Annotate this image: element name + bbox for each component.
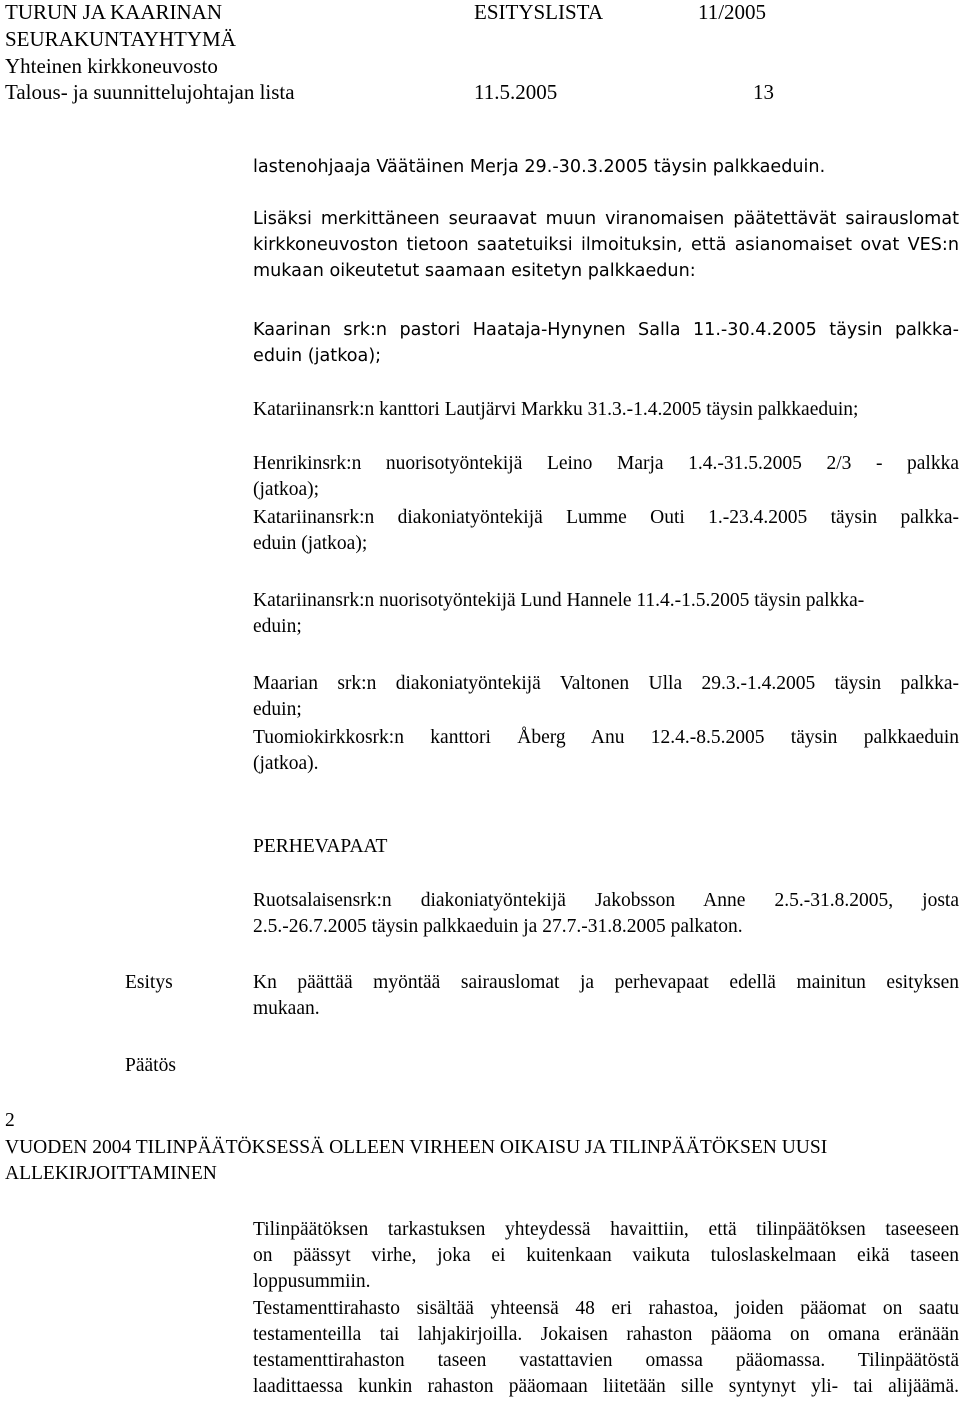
perhevapaat-line: Ruotsalaisensrk:n diakoniatyöntekijä Jakobsson Anne 2.5.-31.8.2005, josta — [253, 890, 959, 911]
header-body-name: Yhteinen kirkkoneuvosto — [5, 54, 218, 78]
header-doc-type: ESITYSLISTA — [474, 0, 603, 24]
entry-line: eduin (jatkoa); — [253, 346, 382, 366]
entry-line: Katariinansrk:n diakoniatyöntekijä Lumme Outi 1.-23.4.2005 täysin palkka- — [253, 507, 959, 528]
esitys-line: Kn päättää myöntää sairauslomat ja perhevapaat edellä mainitun esityksen — [253, 972, 959, 993]
entry-line: (jatkoa); — [253, 479, 320, 500]
entry-line: Kaarinan srk:n pastori Haataja-Hynynen Salla 11.-30.4.2005 täysin palkka- — [253, 320, 959, 340]
paragraph-line: kirkkoneuvoston tietoon saatetuiksi ilmoituksin, että asianomaiset ovat VES:n — [253, 235, 959, 255]
entry-line: eduin; — [253, 699, 302, 720]
section-title-line: ALLEKIRJOITTAMINEN — [5, 1163, 217, 1184]
paatos-label: Päätös — [125, 1055, 176, 1076]
header-date: 11.5.2005 — [474, 80, 558, 104]
entry-line: (jatkoa). — [253, 753, 319, 774]
header-list-name: Talous- ja suunnittelujohtajan lista — [5, 80, 295, 104]
entry-line: Katariinansrk:n nuorisotyöntekijä Lund Hannele 11.4.-1.5.2005 täysin palkka- — [253, 590, 865, 611]
perhevapaat-heading: PERHEVAPAAT — [253, 836, 388, 857]
entry-line: Maarian srk:n diakoniatyöntekijä Valtonen Ulla 29.3.-1.4.2005 täysin palkka- — [253, 673, 959, 694]
paragraph-line: Testamenttirahasto sisältää yhteensä 48 eri rahastoa, joiden pääomat on saatu — [253, 1298, 959, 1319]
header-doc-number: 11/2005 — [698, 0, 767, 24]
entry-line: Tuomiokirkkosrk:n kanttori Åberg Anu 12.4.-8.5.2005 täysin palkkaeduin — [253, 727, 959, 748]
entry-line: eduin; — [253, 616, 302, 637]
esitys-line: mukaan. — [253, 998, 320, 1019]
paragraph-line: laadittaessa kunkin rahaston pääomaan liitetään sille syntynyt yli- tai alijäämä. — [253, 1376, 959, 1397]
paragraph-line: testamenteilla tai lahjakirjoilla. Jokaisen rahaston pääoma on omana eränään — [253, 1324, 959, 1345]
section-number: 2 — [5, 1110, 15, 1131]
entry-line: Henrikinsrk:n nuorisotyöntekijä Leino Marja 1.4.-31.5.2005 2/3 - palkka — [253, 453, 959, 474]
entry-line: eduin (jatkoa); — [253, 533, 368, 554]
paragraph-line: on päässyt virhe, joka ei kuitenkaan vaikuta tuloslaskelmaan eikä taseen — [253, 1245, 959, 1266]
paragraph-line: Lisäksi merkittäneen seuraavat muun viranomaisen päätettävät sairauslomat — [253, 209, 959, 229]
header-page-number: 13 — [753, 80, 774, 104]
perhevapaat-line: 2.5.-26.7.2005 täysin palkkaeduin ja 27.7.-31.8.2005 palkaton. — [253, 916, 743, 937]
paragraph-line: loppusummiin. — [253, 1271, 371, 1292]
header-org-line1: TURUN JA KAARINAN — [5, 0, 223, 24]
header-org-line2: SEURAKUNTAYHTYMÄ — [5, 27, 236, 51]
paragraph-line: Tilinpäätöksen tarkastuksen yhteydessä havaittiin, että tilinpäätöksen taseeseen — [253, 1219, 959, 1240]
paragraph-line: mukaan oikeutetut saamaan esitetyn palkkaedun: — [253, 261, 696, 281]
intro-line: lastenohjaaja Väätäinen Merja 29.-30.3.2005 täysin palkkaeduin. — [253, 157, 826, 177]
paragraph-line: testamenttirahaston taseen vastattavien omassa pääomassa. Tilinpäätöstä — [253, 1350, 959, 1371]
section-title-line: VUODEN 2004 TILINPÄÄTÖKSESSÄ OLLEEN VIRHEEN OIKAISU JA TILINPÄÄTÖKSEN UUSI — [5, 1137, 828, 1158]
entry-line: Katariinansrk:n kanttori Lautjärvi Markku 31.3.-1.4.2005 täysin palkkaeduin; — [253, 399, 859, 420]
esitys-label: Esitys — [125, 972, 173, 993]
